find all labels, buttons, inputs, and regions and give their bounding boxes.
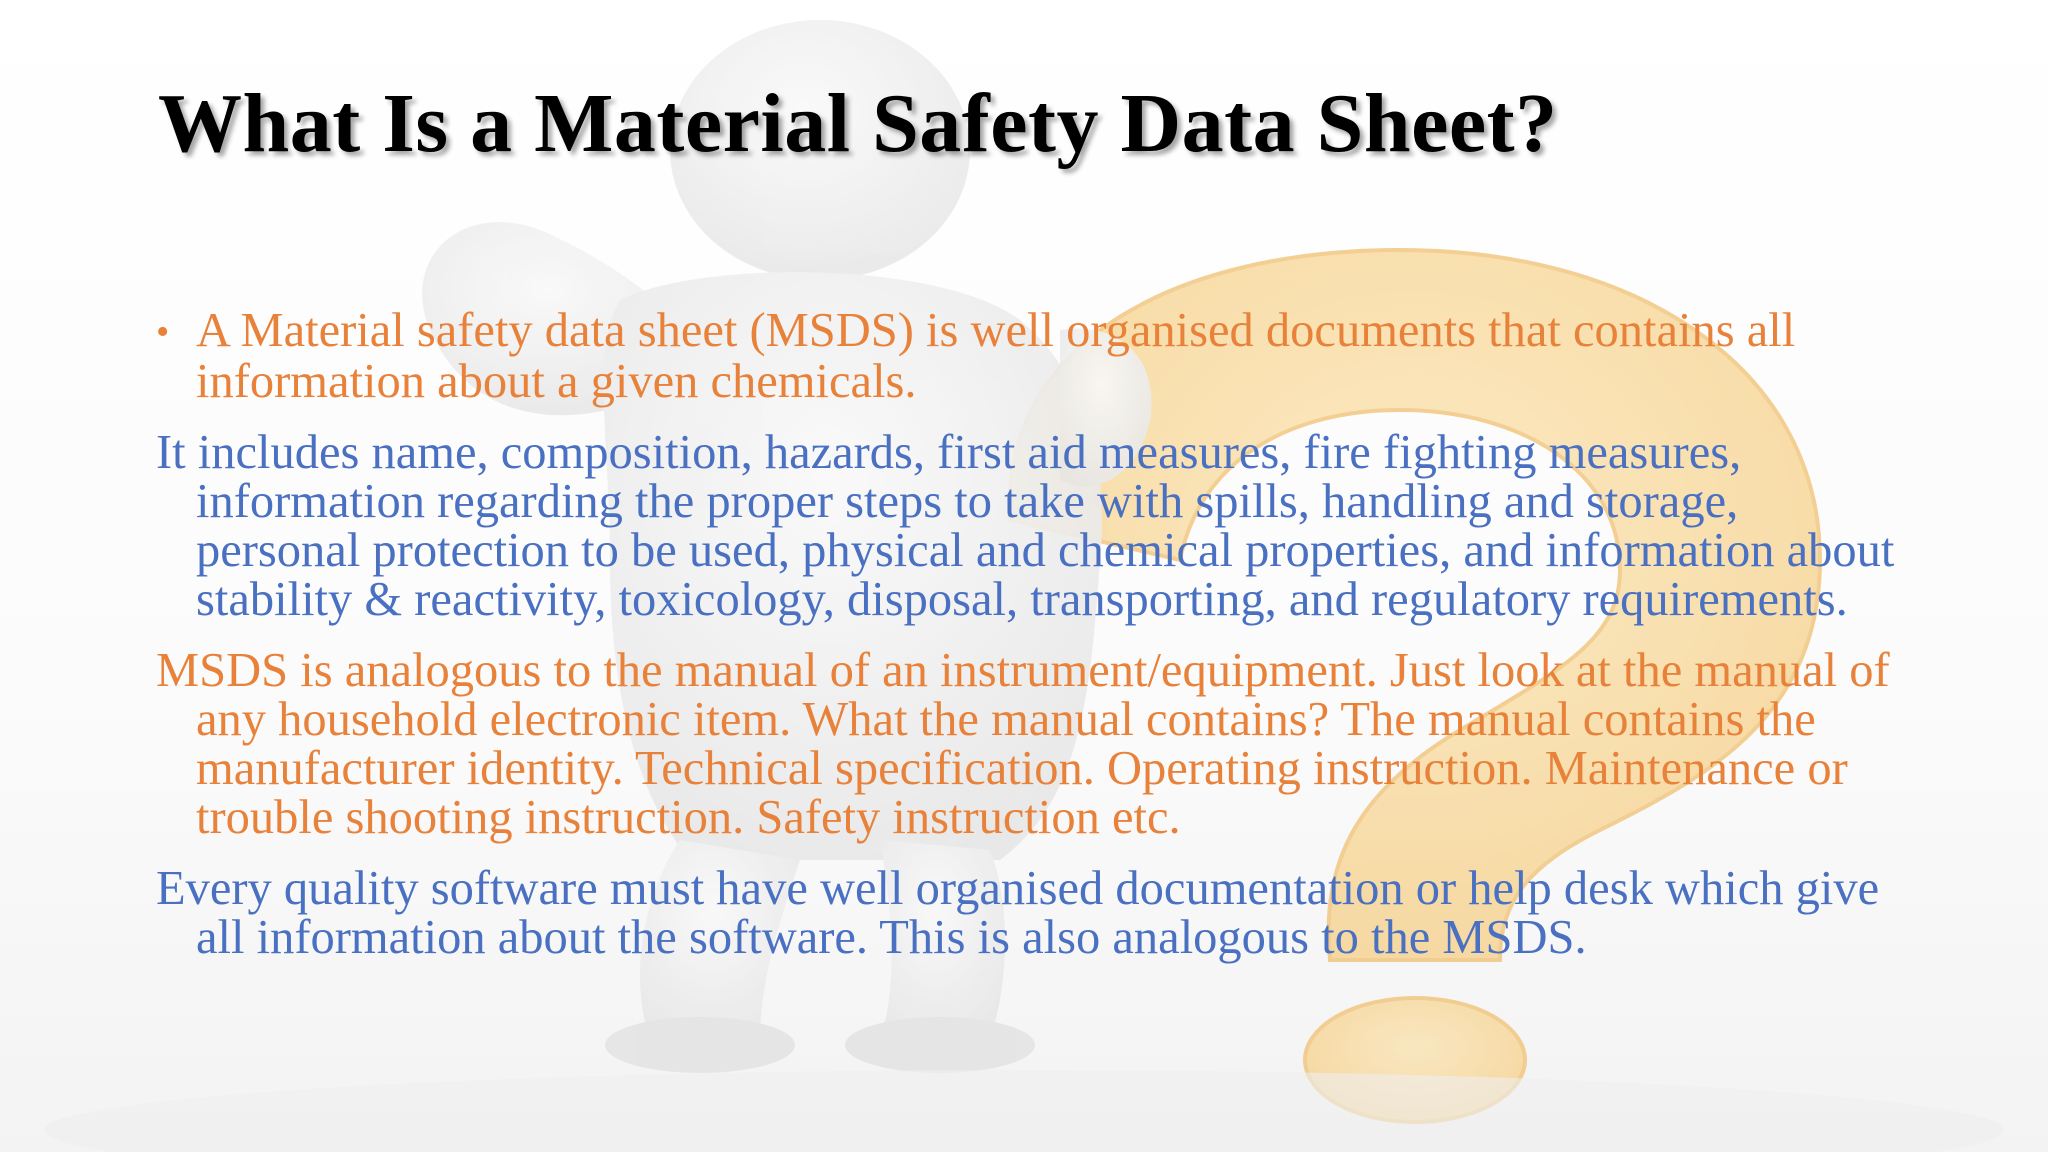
- paragraph-msds-analogy-software: [156, 864, 1896, 962]
- paragraph-text: MSDS is analogous to the manual of an instrument/equipment. Just look at the manual of any household electronic item. What the manual contains? The manual contains the manufacturer identity. Technical specification. Operating instruction. Maintenance or trouble shooting instruction. Safety instruction etc.: [156, 644, 1890, 844]
- slide-title: What Is a Material Safety Data Sheet?: [158, 77, 1558, 170]
- bullet-icon: •: [156, 311, 170, 353]
- paragraph-text: It includes name, composition, hazards, first aid measures, fire fighting measures, information regarding the proper steps to take with spills, handling and storage, personal protection to be used, physical and chemical properties, and information about stability & reactivity, toxicology, disposal, transporting, and regulatory requirements.: [156, 426, 1895, 626]
- paragraph-msds-definition: [156, 306, 1896, 406]
- paragraph-text: Every quality software must have well organised documentation or help desk which give all information about the software. This is also analogous to the MSDS.: [156, 862, 1880, 964]
- paragraph-msds-contents: [156, 428, 1896, 624]
- paragraph-text: A Material safety data sheet (MSDS) is well organised documents that contains all information about a given chemicals.: [196, 304, 1796, 408]
- slide-body: [156, 306, 1896, 984]
- paragraph-msds-analogy-manual: [156, 646, 1896, 842]
